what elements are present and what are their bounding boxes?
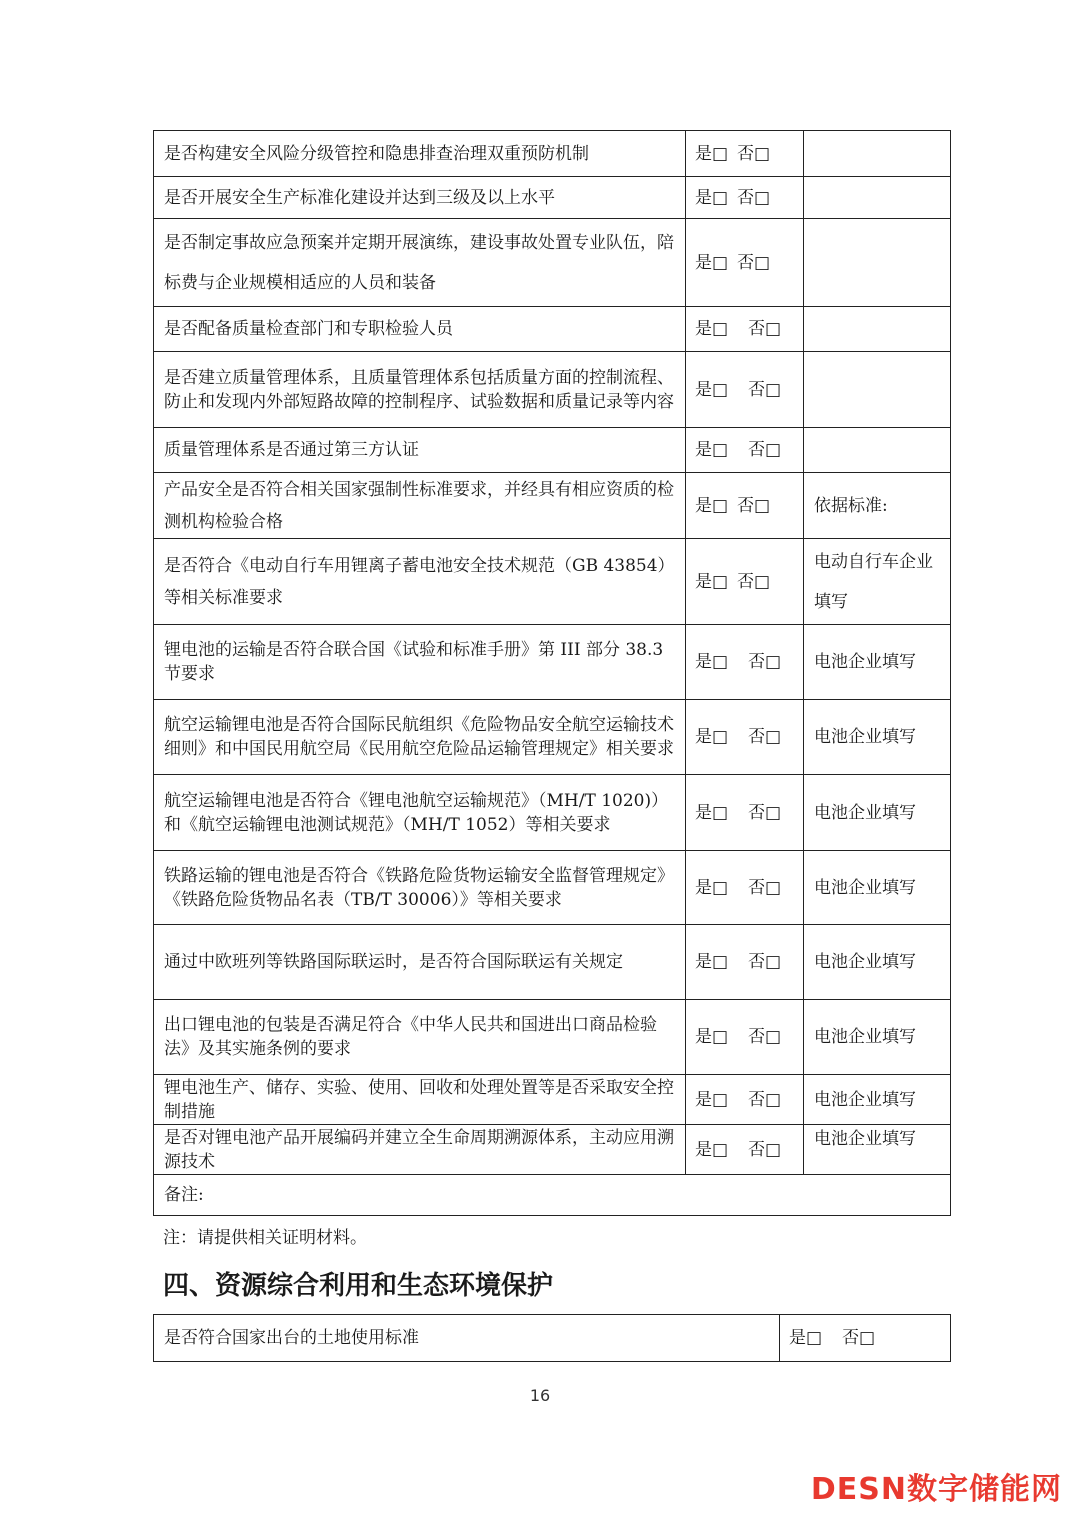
question-cell: 出口锂电池的包装是否满足符合《中华人民共和国进出口商品检验法》及其实施条例的要求: [154, 1000, 686, 1075]
table-row: [154, 428, 951, 473]
question-cell: 质量管理体系是否通过第三方认证: [154, 428, 686, 473]
page-number: 16: [529, 1386, 551, 1405]
table-row: [154, 925, 951, 1000]
table-row: [154, 1125, 951, 1175]
question-cell: 锂电池生产、储存、实验、使用、回收和处理处置等是否采取安全控制措施: [154, 1075, 686, 1125]
land-use-table: [153, 1314, 951, 1362]
question-cell: 是否制定事故应急预案并定期开展演练，建设事故处置专业队伍，陪标费与企业规模相适应的人员和装备: [154, 219, 686, 307]
question-cell: 是否对锂电池产品开展编码并建立全生命周期溯源体系，主动应用溯源技术: [154, 1125, 686, 1175]
no-checkbox[interactable]: 否□: [748, 319, 782, 339]
question-cell: 是否开展安全生产标准化建设并达到三级及以上水平: [154, 177, 686, 219]
yes-checkbox[interactable]: 是□: [695, 1139, 729, 1160]
no-checkbox[interactable]: 否□: [748, 652, 782, 672]
answer-cell: [686, 307, 804, 352]
table-row: [154, 177, 951, 219]
answer-cell: [780, 1315, 951, 1362]
no-checkbox[interactable]: 否□: [748, 1089, 782, 1110]
no-checkbox[interactable]: 否□: [748, 440, 782, 460]
question-cell: 是否构建安全风险分级管控和隐患排查治理双重预防机制: [154, 131, 686, 177]
yes-checkbox[interactable]: 是□: [695, 727, 729, 747]
table-row: [154, 131, 951, 177]
answer-cell: [686, 131, 804, 177]
yes-checkbox[interactable]: 是□: [695, 652, 729, 672]
answer-cell: [686, 177, 804, 219]
yes-checkbox[interactable]: 是□: [695, 495, 729, 516]
no-checkbox[interactable]: 否□: [737, 495, 771, 516]
note-cell: [804, 352, 951, 428]
table-row: [154, 1315, 951, 1362]
yes-checkbox[interactable]: 是□: [695, 440, 729, 460]
note-cell: 电池企业填写: [804, 1000, 951, 1075]
answer-cell: [686, 925, 804, 1000]
note-cell: [804, 177, 951, 219]
no-checkbox[interactable]: 否□: [737, 252, 771, 273]
answer-cell: [686, 428, 804, 473]
yes-checkbox[interactable]: 是□: [695, 143, 729, 164]
table-row: [154, 219, 951, 307]
table-row: [154, 775, 951, 851]
table-row: [154, 473, 951, 539]
no-checkbox[interactable]: 否□: [748, 379, 782, 400]
no-checkbox[interactable]: 否□: [748, 877, 782, 898]
note-cell: [804, 428, 951, 473]
remarks-cell[interactable]: 备注:: [154, 1175, 951, 1216]
footnote: 注：请提供相关证明材料。: [163, 1228, 367, 1248]
no-checkbox[interactable]: 否□: [737, 143, 771, 164]
no-checkbox[interactable]: 否□: [737, 187, 771, 208]
answer-cell: [686, 775, 804, 851]
no-checkbox[interactable]: 否□: [737, 571, 771, 592]
yes-checkbox[interactable]: 是□: [695, 187, 729, 208]
answer-cell: [686, 1125, 804, 1175]
answer-cell: [686, 1075, 804, 1125]
no-checkbox[interactable]: 否□: [842, 1328, 876, 1348]
question-cell: 产品安全是否符合相关国家强制性标准要求，并经具有相应资质的检测机构检验合格: [154, 473, 686, 539]
section-heading: 四、资源综合利用和生态环境保护: [163, 1271, 554, 1301]
question-cell: 航空运输锂电池是否符合《锂电池航空运输规范》（MH/T 1020)）和《航空运输锂电池测试规范》（MH/T 1052）等相关要求: [154, 775, 686, 851]
yes-checkbox[interactable]: 是□: [695, 1089, 729, 1110]
question-cell: 通过中欧班列等铁路国际联运时，是否符合国际联运有关规定: [154, 925, 686, 1000]
yes-checkbox[interactable]: 是□: [695, 1027, 729, 1047]
remarks-row: [154, 1175, 951, 1216]
table-row: [154, 539, 951, 625]
note-cell: 电池企业填写: [804, 851, 951, 925]
yes-checkbox[interactable]: 是□: [695, 571, 729, 592]
question-cell: 是否配备质量检查部门和专职检验人员: [154, 307, 686, 352]
checklist-table: [153, 130, 951, 1216]
note-cell: [804, 219, 951, 307]
answer-cell: [686, 1000, 804, 1075]
yes-checkbox[interactable]: 是□: [695, 802, 729, 823]
yes-checkbox[interactable]: 是□: [695, 252, 729, 273]
question-cell: 锂电池的运输是否符合联合国《试验和标准手册》第 III 部分 38.3 节要求: [154, 625, 686, 700]
no-checkbox[interactable]: 否□: [748, 1139, 782, 1160]
table-row: [154, 851, 951, 925]
note-cell: [804, 131, 951, 177]
answer-cell: [686, 352, 804, 428]
answer-cell: [686, 473, 804, 539]
watermark-logo: DESN数字储能网: [810, 1472, 1062, 1507]
table-row: [154, 307, 951, 352]
note-cell: 电池企业填写: [804, 1125, 951, 1175]
no-checkbox[interactable]: 否□: [748, 1027, 782, 1047]
yes-checkbox[interactable]: 是□: [695, 379, 729, 400]
note-cell: 电池企业填写: [804, 700, 951, 775]
answer-cell: [686, 539, 804, 625]
question-cell: 是否符合《电动自行车用锂离子蓄电池安全技术规范（GB 43854）等相关标准要求: [154, 539, 686, 625]
answer-cell: [686, 851, 804, 925]
note-cell: 电池企业填写: [804, 925, 951, 1000]
note-cell: [804, 307, 951, 352]
question-cell: 是否建立质量管理体系，且质量管理体系包括质量方面的控制流程、防止和发现内外部短路故障的控制程序、试验数据和质量记录等内容: [154, 352, 686, 428]
table-row: [154, 700, 951, 775]
note-cell: 依据标准:: [804, 473, 951, 539]
table-row: [154, 1075, 951, 1125]
answer-cell: [686, 219, 804, 307]
no-checkbox[interactable]: 否□: [748, 727, 782, 747]
table-row: [154, 625, 951, 700]
table-row: [154, 1000, 951, 1075]
note-cell: 电池企业填写: [804, 625, 951, 700]
question-cell: 航空运输锂电池是否符合国际民航组织《危险物品安全航空运输技术细则》和中国民用航空局《民用航空危险品运输管理规定》相关要求: [154, 700, 686, 775]
yes-checkbox[interactable]: 是□: [695, 952, 729, 972]
no-checkbox[interactable]: 否□: [748, 802, 782, 823]
note-cell: 电池企业填写: [804, 1075, 951, 1125]
answer-cell: [686, 625, 804, 700]
question-cell: 铁路运输的锂电池是否符合《铁路危险货物运输安全监督管理规定》《铁路危险货物品名表（TB/T 30006）》等相关要求: [154, 851, 686, 925]
note-cell: 电池企业填写: [804, 775, 951, 851]
note-cell: 电动自行车企业填写: [804, 539, 951, 625]
question-cell: 是否符合国家出台的土地使用标准: [154, 1315, 780, 1362]
no-checkbox[interactable]: 否□: [748, 952, 782, 972]
yes-checkbox[interactable]: 是□: [695, 319, 729, 339]
yes-checkbox[interactable]: 是□: [695, 877, 729, 898]
table-row: [154, 352, 951, 428]
yes-checkbox[interactable]: 是□: [789, 1328, 823, 1348]
answer-cell: [686, 700, 804, 775]
